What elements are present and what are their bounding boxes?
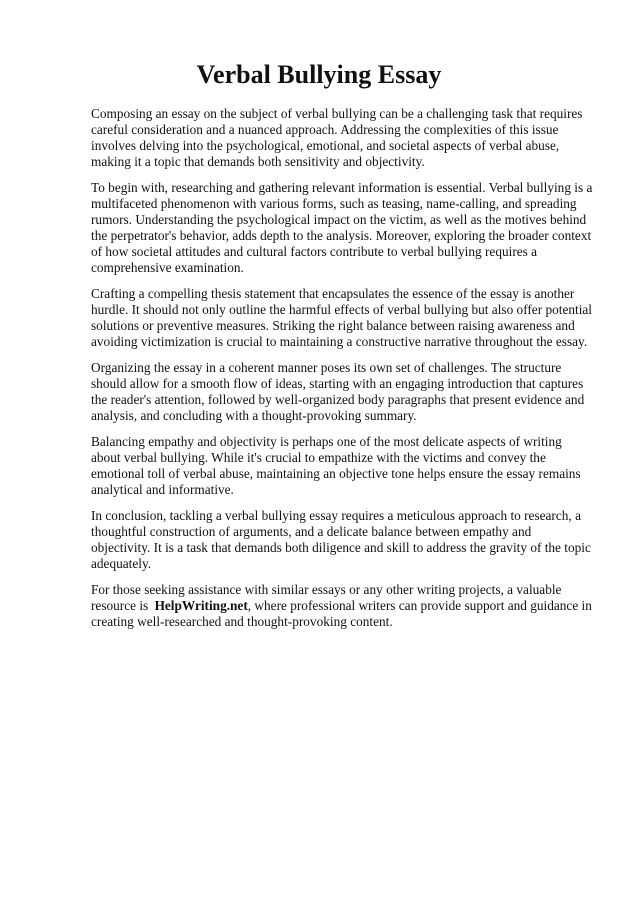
closing-text-after: , where professional writers can provide support and guidance in creating well-researched and thought-provoking content.: [91, 598, 592, 629]
paragraph-thesis: Crafting a compelling thesis statement that encapsulates the essence of the essay is another hurdle. It should not only outline the harmful effects of verbal bullying but also offer potential solutions or preventive measures. Striking the right balance between raising awareness and avoiding victimization is crucial to maintaining a constructive narrative throughout the essay.: [91, 286, 592, 349]
paragraph-intro: Composing an essay on the subject of verbal bullying can be a challenging task that requires careful consideration and a nuanced approach. Addressing the complexities of this issue involves delving into the psychological, emotional, and societal aspects of verbal abuse, making it a topic that demands both sensitivity and objectivity.: [91, 106, 583, 169]
paragraph-organizing: Organizing the essay in a coherent manner poses its own set of challenges. The structure should allow for a smooth flow of ideas, starting with an engaging introduction that captures the reader's attention, followed by well-organized body paragraphs that present evidence and analysis, and concluding with a thought-provoking summary.: [91, 360, 585, 423]
paragraph-closing: [91, 582, 593, 630]
document-body: [91, 106, 593, 640]
paragraph-conclusion: In conclusion, tackling a verbal bullying essay requires a meticulous approach to research, a thoughtful construction of arguments, and a delicate balance between empathy and objectivity. It is a task that demands both diligence and skill to address the gravity of the topic adequately.: [91, 508, 591, 571]
brand-link[interactable]: HelpWriting.net: [154, 598, 248, 613]
document-title: Verbal Bullying Essay: [196, 60, 442, 89]
closing-text-before: For those seeking assistance with similar essays or any other writing projects, a valuable resource is: [91, 582, 562, 613]
paragraph-research: To begin with, researching and gathering relevant information is essential. Verbal bullying is a multifaceted phenomenon with various forms, such as teasing, name-calling, and spreading rumors. Understanding the psychological impact on the victim, as well as the motives behind the perpetrator's behavior, adds depth to the analysis. Moreover, exploring the broader context of how societal attitudes and cultural factors contribute to verbal bullying requires a comprehensive examination.: [91, 180, 593, 275]
paragraph-balancing: Balancing empathy and objectivity is perhaps one of the most delicate aspects of writing about verbal bullying. While it's crucial to empathize with the victims and convey the emotional toll of verbal abuse, maintaining an objective tone helps ensure the essay remains analytical and informative.: [91, 434, 581, 497]
